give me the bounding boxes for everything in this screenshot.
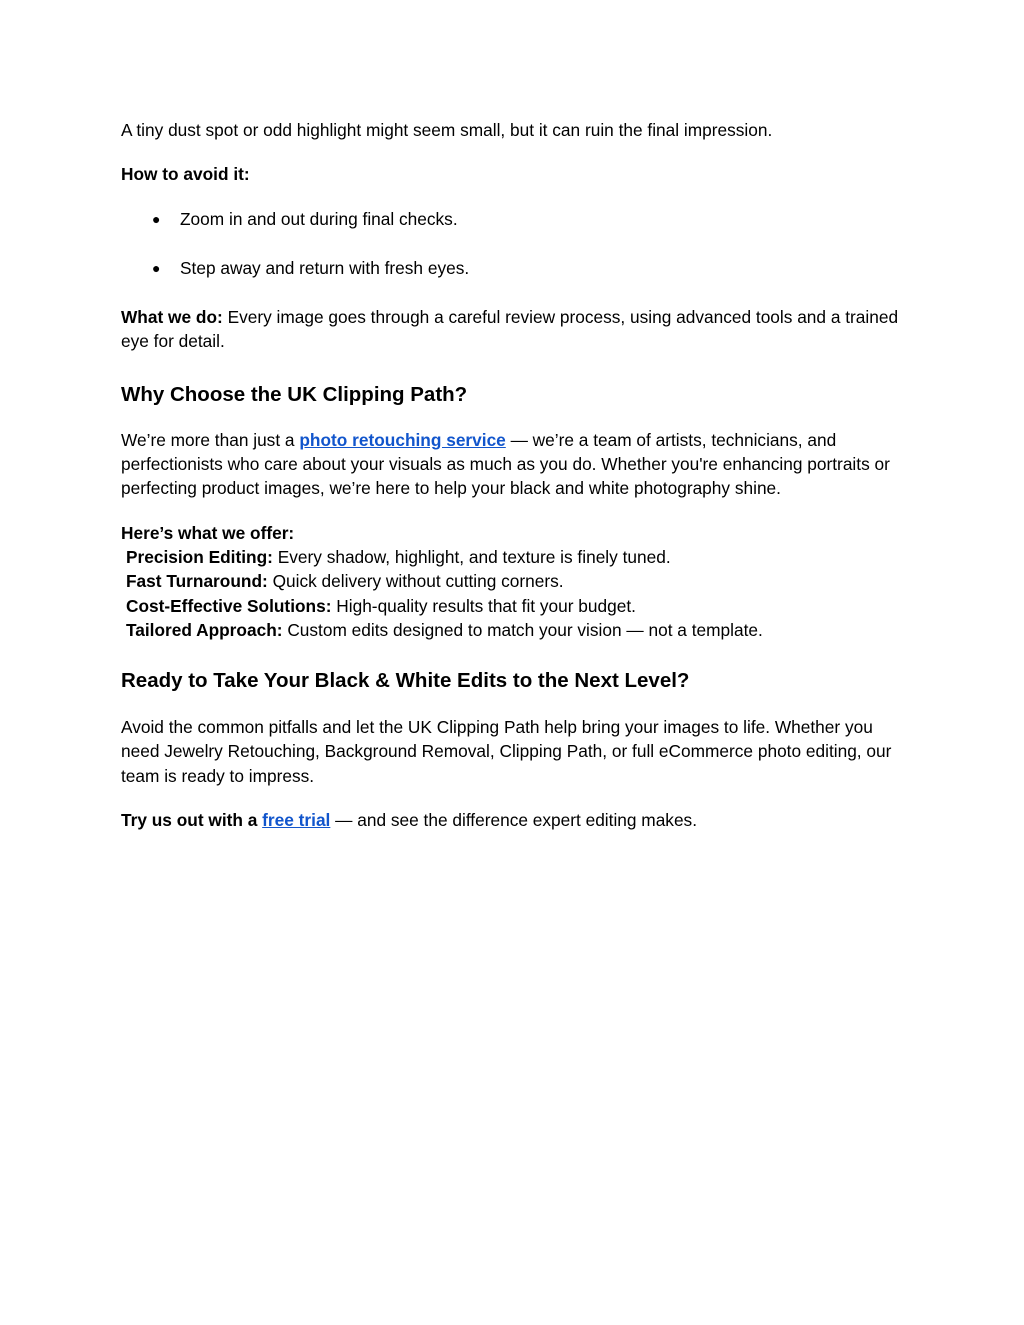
free-trial-link[interactable]: free trial [262, 810, 331, 831]
offer-term: Tailored Approach: [126, 619, 283, 640]
offer-item [121, 618, 901, 642]
what-we-do-paragraph [121, 305, 901, 354]
list-item-text: Step away and return with fresh eyes. [180, 257, 470, 278]
offer-desc: Every shadow, highlight, and texture is finely tuned. [272, 546, 671, 567]
offer-term: Cost-Effective Solutions: [126, 595, 332, 616]
offer-desc: Custom edits designed to match your vision — not a template. [282, 619, 763, 640]
ready-heading: Ready to Take Your Black & White Edits to the Next Level? [121, 669, 690, 693]
offer-term: Fast Turnaround: [126, 571, 268, 592]
why-choose-heading: Why Choose the UK Clipping Path? [121, 382, 468, 406]
more-text-after: — we’re a team of artists, technicians, and perfectionists who care about your visuals as much as you do. Whether you're enhancing portraits or perfecting product images, we’re here to help your black and white photography shine. [121, 429, 890, 499]
offer-desc: High-quality results that fit your budget. [331, 595, 636, 616]
list-item [121, 256, 901, 280]
photo-retouching-link[interactable]: photo retouching service [299, 429, 506, 450]
offer-heading: Here’s what we offer: [121, 522, 295, 543]
offer-block [121, 521, 901, 642]
intro-paragraph: A tiny dust spot or odd highlight might seem small, but it can ruin the final impression. [121, 120, 773, 140]
what-we-do-text: Every image goes through a careful review process, using advanced tools and a trained eye for detail. [121, 307, 899, 352]
avoid-list [121, 207, 901, 281]
avoid-pitfalls-paragraph: Avoid the common pitfalls and let the UK Clipping Path help bring your images to life. Whether you need Jewelry Retouching, Background Removal, Clipping Path, or full eCommerce photo editing, our team is ready to impress. [121, 717, 892, 786]
try-after: — and see the difference expert editing makes. [330, 810, 698, 831]
what-we-do-label: What we do: [121, 307, 223, 328]
avoid-heading: How to avoid it: [121, 164, 250, 185]
bullet-icon: ● [152, 259, 161, 276]
offer-item [121, 569, 901, 593]
offer-desc: Quick delivery without cutting corners. [267, 571, 564, 592]
document-page [121, 118, 901, 832]
offer-item [121, 594, 901, 618]
offer-item [121, 545, 901, 569]
list-item [121, 207, 901, 231]
try-lead: Try us out with a [121, 810, 263, 831]
offer-term: Precision Editing: [126, 546, 273, 567]
more-than-paragraph [121, 428, 901, 501]
list-item-text: Zoom in and out during final checks. [180, 208, 458, 229]
bullet-icon: ● [152, 210, 161, 227]
more-text-before: We’re more than just a [121, 429, 300, 450]
try-paragraph [121, 808, 901, 832]
